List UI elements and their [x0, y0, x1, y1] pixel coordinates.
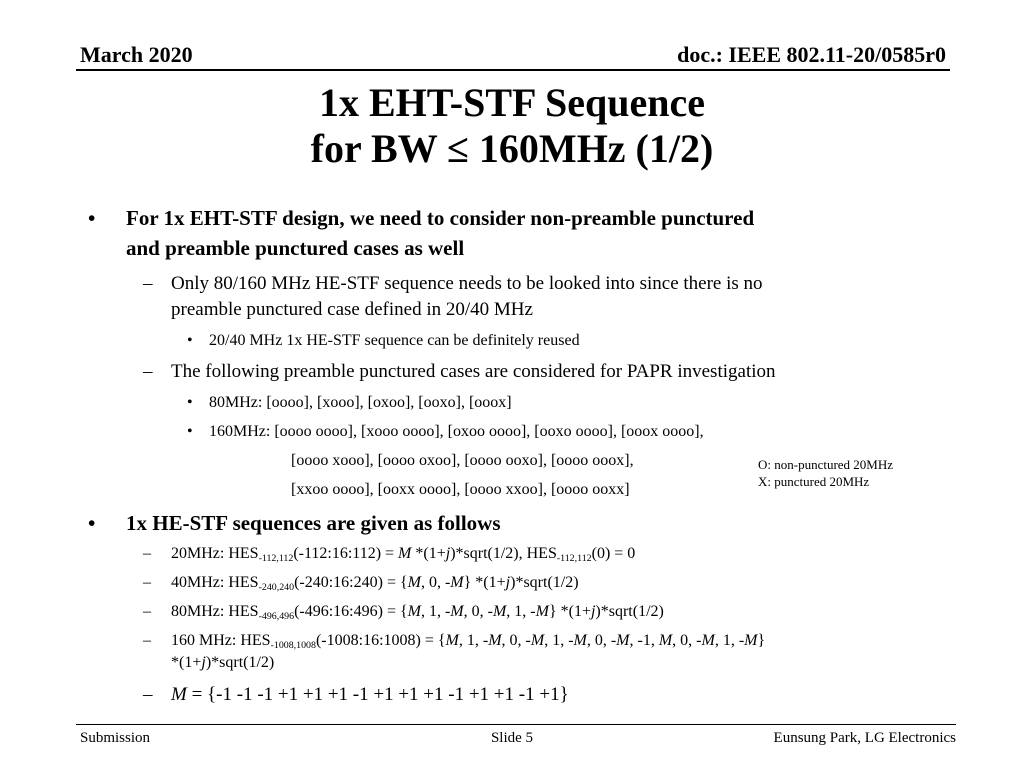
title-line-2: for BW ≤ 160MHz (1/2) — [310, 126, 714, 171]
hes-40mhz-line: 40MHz: $HES_{-240,240}(-240:16:240) = \{M$, 0, -M} *(1+j)*sqrt(1/2) — [171, 574, 579, 593]
sub-1a-text: 20/40 MHz 1x HE-STF sequence can be definitely reused — [209, 332, 580, 349]
sub-1-line-2: preamble punctured case defined in 20/40 MHz — [171, 299, 533, 320]
sub-2b-line-3: [xxoo oooo], [ooxx oooo], [oooo xxoo], [oooo ooxx] — [291, 481, 630, 498]
dash-marker: – — [143, 632, 151, 649]
footer-author: Eunsung Park, LG Electronics — [773, 730, 956, 746]
hes-80mhz-line: 80MHz: $HES_{-496,496}(-496:16:496) = \{M$, 1, -M, 0, -M, 1, -M} *(1+j)*sqrt(1/2) — [171, 603, 664, 622]
dash-marker: – — [143, 574, 151, 591]
dash-marker: – — [143, 603, 151, 620]
hes-160mhz-line-2: *(1+j)*sqrt(1/2) — [171, 654, 275, 671]
sub-2a-text: 80MHz: [oooo], [xooo], [oxoo], [ooxo], [ooox] — [209, 394, 512, 411]
bullet-1-line-2: and preamble punctured cases as well — [126, 236, 465, 260]
sub-2b-line-2: [oooo xooo], [oooo oxoo], [oooo ooxo], [oooo ooox], — [291, 452, 634, 469]
sub-1-line-1: Only 80/160 MHz HE-STF sequence needs to be looked into since there is no — [171, 273, 763, 294]
dash-marker: – — [143, 273, 153, 294]
footer-slide-number: Slide 5 — [490, 730, 534, 746]
dash-marker: – — [143, 684, 153, 705]
legend-note-o: O: non-punctured 20MHz — [758, 457, 894, 472]
hes-20mhz-line: 20MHz: $HES_{-112,112}(-112:16:112) = M$ *(1+j)*sqrt(1/2), $HES_{-112,112}(0) = 0$ — [171, 545, 636, 564]
bullet-1-line-1: For 1x EHT-STF design, we need to consider non-preamble punctured — [126, 206, 755, 230]
bullet-marker: • — [187, 423, 193, 440]
sub-2b-line-1: 160MHz: [oooo oooo], [xooo oooo], [oxoo oooo], [ooxo oooo], [ooox oooo], — [209, 423, 704, 440]
bullet-marker: • — [88, 511, 96, 535]
bullet-2-text: 1x HE-STF sequences are given as follows — [126, 511, 501, 535]
dash-marker: – — [143, 361, 153, 382]
dash-marker: – — [143, 545, 151, 562]
bullet-marker: • — [187, 394, 193, 411]
bullet-marker: • — [187, 332, 193, 349]
title-line-1: 1x EHT-STF Sequence — [319, 80, 705, 125]
bullet-marker: • — [88, 206, 96, 230]
hes-160mhz-line-1: 160 MHz: $HES_{-1008,1008}(-1008:16:1008) = \{M$, 1, -M, 0, -M, 1, -M, 0, -M, -1, M, 0, -M, 1, -M} — [171, 632, 766, 651]
footer-divider — [76, 724, 956, 725]
m-definition-line: M = {-1 -1 -1 +1 +1 +1 -1 +1 +1 +1 -1 +1 +1 -1 +1} — [171, 684, 569, 705]
header-doc-id: doc.: IEEE 802.11-20/0585r0 — [677, 42, 946, 67]
legend-note-x: X: punctured 20MHz — [758, 474, 870, 489]
header-date: March 2020 — [80, 42, 193, 67]
footer-submission: Submission — [80, 730, 151, 746]
sub-2-text: The following preamble punctured cases are considered for PAPR investigation — [171, 361, 776, 382]
